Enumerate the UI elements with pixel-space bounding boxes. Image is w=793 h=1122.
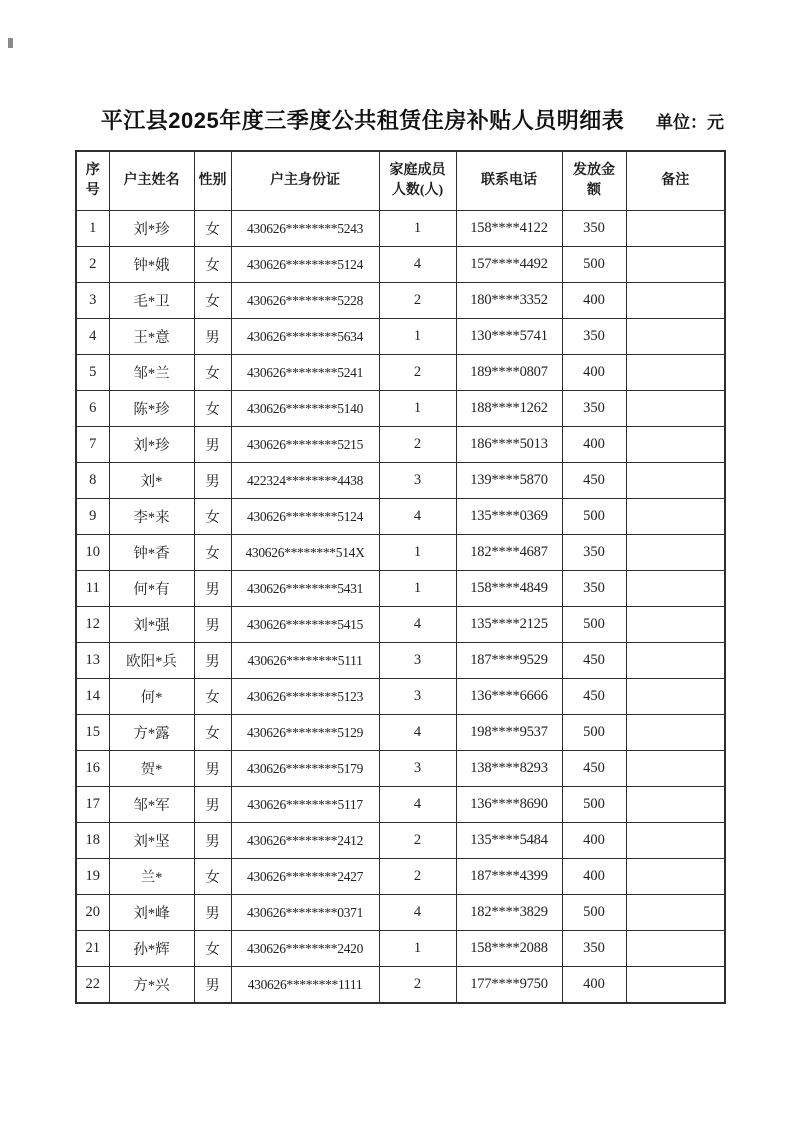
cell-serial: 20	[76, 895, 109, 931]
cell-gender: 男	[194, 319, 231, 355]
table-row	[76, 211, 725, 247]
table-row	[76, 535, 725, 571]
cell-id-number: 430626********5431	[231, 571, 379, 607]
cell-serial: 10	[76, 535, 109, 571]
cell-phone: 158****2088	[456, 931, 562, 967]
cell-gender: 男	[194, 823, 231, 859]
table-row	[76, 319, 725, 355]
cell-amount: 400	[562, 427, 626, 463]
cell-name: 欧阳*兵	[109, 643, 194, 679]
cell-remark	[626, 427, 725, 463]
cell-name: 邹*军	[109, 787, 194, 823]
cell-gender: 女	[194, 931, 231, 967]
cell-serial: 2	[76, 247, 109, 283]
cell-remark	[626, 607, 725, 643]
col-header-gender: 性别	[194, 151, 231, 211]
cell-id-number: 430626********5243	[231, 211, 379, 247]
cell-family-members: 1	[379, 391, 456, 427]
cell-serial: 21	[76, 931, 109, 967]
cell-remark	[626, 319, 725, 355]
cell-serial: 16	[76, 751, 109, 787]
cell-amount: 350	[562, 535, 626, 571]
table-row	[76, 355, 725, 391]
cell-gender: 女	[194, 283, 231, 319]
cell-name: 何*	[109, 679, 194, 715]
table-row	[76, 751, 725, 787]
cell-remark	[626, 247, 725, 283]
cell-phone: 198****9537	[456, 715, 562, 751]
table-row	[76, 463, 725, 499]
cell-family-members: 4	[379, 247, 456, 283]
table-row	[76, 859, 725, 895]
cell-phone: 182****3829	[456, 895, 562, 931]
cell-phone: 135****0369	[456, 499, 562, 535]
cell-amount: 450	[562, 643, 626, 679]
cell-phone: 187****9529	[456, 643, 562, 679]
cell-gender: 男	[194, 427, 231, 463]
cell-phone: 139****5870	[456, 463, 562, 499]
title-row	[75, 104, 724, 135]
table-row	[76, 283, 725, 319]
cell-amount: 450	[562, 751, 626, 787]
cell-gender: 男	[194, 463, 231, 499]
cell-serial: 13	[76, 643, 109, 679]
cell-serial: 14	[76, 679, 109, 715]
cell-remark	[626, 643, 725, 679]
cell-phone: 182****4687	[456, 535, 562, 571]
cell-phone: 157****4492	[456, 247, 562, 283]
cell-amount: 500	[562, 895, 626, 931]
cell-family-members: 3	[379, 643, 456, 679]
page-title: 平江县2025年度三季度公共租赁住房补贴人员明细表	[100, 108, 625, 133]
cell-serial: 7	[76, 427, 109, 463]
cell-name: 刘*坚	[109, 823, 194, 859]
cell-phone: 180****3352	[456, 283, 562, 319]
cell-serial: 4	[76, 319, 109, 355]
cell-family-members: 4	[379, 787, 456, 823]
cell-name: 王*意	[109, 319, 194, 355]
cell-amount: 400	[562, 859, 626, 895]
cell-remark	[626, 571, 725, 607]
cell-phone: 158****4122	[456, 211, 562, 247]
cell-remark	[626, 787, 725, 823]
cell-amount: 350	[562, 391, 626, 427]
col-header-amount: 发放金额	[562, 151, 626, 211]
cell-id-number: 430626********5124	[231, 499, 379, 535]
cell-name: 孙*辉	[109, 931, 194, 967]
cell-phone: 177****9750	[456, 967, 562, 1004]
cell-remark	[626, 355, 725, 391]
cell-id-number: 430626********5117	[231, 787, 379, 823]
cell-id-number: 430626********5415	[231, 607, 379, 643]
cell-id-number: 430626********514X	[231, 535, 379, 571]
cell-amount: 500	[562, 787, 626, 823]
cell-remark	[626, 535, 725, 571]
cell-phone: 189****0807	[456, 355, 562, 391]
cell-amount: 500	[562, 499, 626, 535]
cell-name: 刘*珍	[109, 427, 194, 463]
cell-family-members: 4	[379, 499, 456, 535]
cell-remark	[626, 499, 725, 535]
cell-family-members: 2	[379, 355, 456, 391]
cell-family-members: 1	[379, 535, 456, 571]
cell-family-members: 3	[379, 679, 456, 715]
cell-name: 钟*娥	[109, 247, 194, 283]
cell-gender: 女	[194, 247, 231, 283]
cell-name: 方*露	[109, 715, 194, 751]
cell-phone: 136****6666	[456, 679, 562, 715]
cell-name: 何*有	[109, 571, 194, 607]
cell-name: 毛*卫	[109, 283, 194, 319]
cell-amount: 400	[562, 355, 626, 391]
cell-serial: 11	[76, 571, 109, 607]
cell-remark	[626, 679, 725, 715]
table-row	[76, 715, 725, 751]
cell-amount: 450	[562, 463, 626, 499]
table-row	[76, 571, 725, 607]
cell-phone: 187****4399	[456, 859, 562, 895]
cell-id-number: 430626********5111	[231, 643, 379, 679]
cell-gender: 女	[194, 859, 231, 895]
cell-family-members: 2	[379, 823, 456, 859]
cell-remark	[626, 895, 725, 931]
cell-gender: 女	[194, 679, 231, 715]
cell-family-members: 1	[379, 571, 456, 607]
cell-amount: 350	[562, 571, 626, 607]
table-row	[76, 643, 725, 679]
cell-name: 方*兴	[109, 967, 194, 1004]
cell-gender: 女	[194, 499, 231, 535]
cell-remark	[626, 211, 725, 247]
cell-serial: 22	[76, 967, 109, 1004]
cell-family-members: 3	[379, 751, 456, 787]
cell-serial: 19	[76, 859, 109, 895]
table-row	[76, 823, 725, 859]
cell-serial: 18	[76, 823, 109, 859]
cell-gender: 男	[194, 895, 231, 931]
cell-serial: 5	[76, 355, 109, 391]
table-row	[76, 679, 725, 715]
cell-serial: 6	[76, 391, 109, 427]
scan-artifact-mark	[8, 38, 13, 48]
table-row	[76, 931, 725, 967]
table-row	[76, 391, 725, 427]
cell-family-members: 1	[379, 319, 456, 355]
table-row	[76, 787, 725, 823]
unit-label: 单位：元	[656, 113, 724, 132]
cell-serial: 1	[76, 211, 109, 247]
cell-family-members: 3	[379, 463, 456, 499]
table-row	[76, 499, 725, 535]
cell-phone: 136****8690	[456, 787, 562, 823]
cell-phone: 188****1262	[456, 391, 562, 427]
cell-name: 刘*	[109, 463, 194, 499]
cell-family-members: 4	[379, 715, 456, 751]
cell-gender: 男	[194, 571, 231, 607]
cell-amount: 500	[562, 607, 626, 643]
cell-family-members: 2	[379, 283, 456, 319]
cell-name: 钟*香	[109, 535, 194, 571]
cell-remark	[626, 751, 725, 787]
cell-gender: 女	[194, 391, 231, 427]
cell-name: 刘*强	[109, 607, 194, 643]
cell-remark	[626, 931, 725, 967]
subsidy-table	[75, 150, 726, 1004]
cell-amount: 450	[562, 679, 626, 715]
cell-name: 刘*峰	[109, 895, 194, 931]
cell-id-number: 430626********2420	[231, 931, 379, 967]
cell-phone: 186****5013	[456, 427, 562, 463]
cell-amount: 400	[562, 823, 626, 859]
cell-id-number: 430626********5179	[231, 751, 379, 787]
cell-gender: 女	[194, 355, 231, 391]
cell-remark	[626, 391, 725, 427]
cell-gender: 男	[194, 751, 231, 787]
table-row	[76, 895, 725, 931]
cell-gender: 男	[194, 967, 231, 1004]
cell-id-number: 430626********5129	[231, 715, 379, 751]
cell-id-number: 430626********1111	[231, 967, 379, 1004]
table-row	[76, 427, 725, 463]
table-row	[76, 607, 725, 643]
cell-phone: 158****4849	[456, 571, 562, 607]
cell-gender: 女	[194, 535, 231, 571]
cell-amount: 400	[562, 967, 626, 1004]
cell-id-number: 430626********5215	[231, 427, 379, 463]
cell-serial: 3	[76, 283, 109, 319]
col-header-phone: 联系电话	[456, 151, 562, 211]
cell-name: 兰*	[109, 859, 194, 895]
cell-family-members: 4	[379, 607, 456, 643]
cell-serial: 15	[76, 715, 109, 751]
cell-name: 邹*兰	[109, 355, 194, 391]
cell-id-number: 430626********2427	[231, 859, 379, 895]
cell-phone: 130****5741	[456, 319, 562, 355]
cell-amount: 350	[562, 931, 626, 967]
cell-name: 贺*	[109, 751, 194, 787]
cell-id-number: 430626********5241	[231, 355, 379, 391]
cell-phone: 135****5484	[456, 823, 562, 859]
cell-gender: 男	[194, 787, 231, 823]
header-row	[76, 151, 725, 211]
cell-phone: 138****8293	[456, 751, 562, 787]
col-header-family-members: 家庭成员人数(人)	[379, 151, 456, 211]
cell-gender: 男	[194, 607, 231, 643]
col-header-serial: 序号	[76, 151, 109, 211]
cell-remark	[626, 463, 725, 499]
cell-amount: 500	[562, 247, 626, 283]
cell-gender: 女	[194, 211, 231, 247]
cell-remark	[626, 859, 725, 895]
cell-family-members: 1	[379, 211, 456, 247]
col-header-id-number: 户主身份证	[231, 151, 379, 211]
col-header-name: 户主姓名	[109, 151, 194, 211]
cell-serial: 8	[76, 463, 109, 499]
cell-amount: 350	[562, 319, 626, 355]
cell-serial: 12	[76, 607, 109, 643]
cell-family-members: 2	[379, 967, 456, 1004]
cell-id-number: 430626********5228	[231, 283, 379, 319]
cell-family-members: 2	[379, 427, 456, 463]
cell-id-number: 422324********4438	[231, 463, 379, 499]
cell-family-members: 4	[379, 895, 456, 931]
cell-id-number: 430626********5634	[231, 319, 379, 355]
cell-name: 陈*珍	[109, 391, 194, 427]
cell-id-number: 430626********2412	[231, 823, 379, 859]
cell-amount: 500	[562, 715, 626, 751]
cell-amount: 350	[562, 211, 626, 247]
cell-remark	[626, 967, 725, 1004]
cell-family-members: 2	[379, 859, 456, 895]
cell-gender: 男	[194, 643, 231, 679]
cell-remark	[626, 283, 725, 319]
cell-amount: 400	[562, 283, 626, 319]
cell-id-number: 430626********5124	[231, 247, 379, 283]
cell-id-number: 430626********5140	[231, 391, 379, 427]
cell-id-number: 430626********5123	[231, 679, 379, 715]
cell-remark	[626, 715, 725, 751]
cell-remark	[626, 823, 725, 859]
table-row	[76, 247, 725, 283]
cell-serial: 9	[76, 499, 109, 535]
cell-name: 刘*珍	[109, 211, 194, 247]
cell-gender: 女	[194, 715, 231, 751]
table-row	[76, 967, 725, 1004]
cell-phone: 135****2125	[456, 607, 562, 643]
col-header-remark: 备注	[626, 151, 725, 211]
cell-id-number: 430626********0371	[231, 895, 379, 931]
cell-name: 李*来	[109, 499, 194, 535]
cell-family-members: 1	[379, 931, 456, 967]
cell-serial: 17	[76, 787, 109, 823]
